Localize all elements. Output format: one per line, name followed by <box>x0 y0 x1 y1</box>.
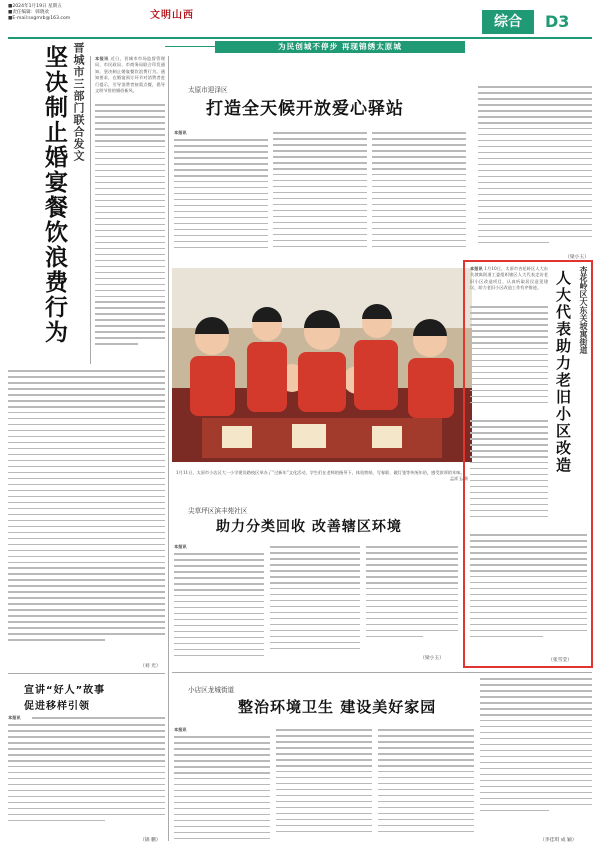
story-divider <box>172 672 592 673</box>
section-tag: 综合 <box>482 10 534 34</box>
story3-kicker: 杏花岭区大东关坡寓街道 <box>579 266 588 354</box>
story2-col2 <box>273 132 367 256</box>
story4-col2 <box>270 546 360 662</box>
story6-body <box>174 727 474 843</box>
story5-lead-label: 本报讯 <box>8 715 21 720</box>
masthead-date: ■2024年1月19日 星期五 <box>8 4 62 9</box>
masthead-email: ■E-mail:sxgmrb@163.com <box>8 16 71 21</box>
story3-text-lines-mid <box>470 420 548 530</box>
photo-credit: 孟祥玉/摄 <box>449 476 468 482</box>
story3-lead: 1月10日，太原市杏花岭区人大东关坡寓街道工委组织辖区人大代表走访老旧小区改造项目，认真听取居民意见建议，助力老旧小区改造工作有序推进。 <box>470 266 548 291</box>
story5-first-line <box>32 717 165 723</box>
masthead-rule <box>8 37 592 39</box>
story5-body <box>8 715 165 843</box>
story6-continued <box>480 678 592 828</box>
masthead <box>0 0 600 32</box>
story2-kicker: 太原市迎泽区 <box>188 86 228 94</box>
masthead-meta <box>8 4 70 22</box>
story2-col3 <box>372 132 466 256</box>
story3-byline: （张雪莹） <box>548 658 572 663</box>
story4-col3 <box>366 546 458 652</box>
story4-lead-label: 本报讯 <box>174 544 187 549</box>
story6-kicker: 小店区龙城街道 <box>188 686 235 694</box>
masthead-editor: ■责任编辑：韩晓欢 <box>8 10 50 15</box>
masthead-brand: 文明山西 <box>150 10 194 21</box>
story5-kicker: 宣讲“好人”故事 <box>24 685 106 696</box>
story1-body <box>95 56 165 368</box>
story6-headline: 整治环境卫生 建设美好家园 <box>238 698 437 716</box>
slogan-banner: 为民创城不停步 再现锦绣太原城 <box>215 41 465 53</box>
story1-text-lines <box>95 104 165 366</box>
column-divider <box>90 56 91 364</box>
story3-text-lines-lower <box>470 534 587 654</box>
story1-text-lines-lower <box>8 370 165 670</box>
story5-headline: 促进移样引领 <box>24 701 90 712</box>
story6-lead-label: 本报讯 <box>174 727 187 732</box>
story4-body <box>174 544 458 662</box>
story6-byline: （李佳琪 成 颖） <box>540 838 577 843</box>
story5-byline: （锦 鹏） <box>140 838 161 843</box>
story4-col1 <box>174 553 264 662</box>
story3-text-lines <box>470 306 548 416</box>
story2-headline: 打造全天候开放爱心驿站 <box>206 99 404 119</box>
story6-col1 <box>174 736 270 843</box>
story6-col2 <box>276 729 372 843</box>
story-divider <box>8 673 165 674</box>
news-photo <box>172 268 472 462</box>
story4-byline: （梁小玉） <box>420 656 444 661</box>
column-divider <box>168 56 169 841</box>
story5-text-lines <box>8 724 165 834</box>
story2-col1 <box>174 139 268 256</box>
story3-headline: 人大代表助力老旧小区改造 <box>554 270 572 474</box>
story6-col3 <box>378 729 474 843</box>
story2-lead-label: 本报讯 <box>174 130 187 135</box>
story3-body <box>470 266 548 416</box>
story1-byline: （刘 光） <box>140 664 161 669</box>
story2-byline: （梁小玉） <box>565 255 589 260</box>
story4-headline: 助力分类回收 改善辖区环境 <box>216 519 402 535</box>
story2-body <box>174 130 466 256</box>
story2-continued <box>478 86 592 256</box>
story1-headline: 坚决制止婚宴餐饮浪费行为 <box>41 45 67 345</box>
story1-lead-label: 本报讯 <box>95 56 109 61</box>
story4-kicker: 尖草坪区滨丰苑社区 <box>188 507 248 515</box>
story1-lead: 近日，晋城市市场监督管理局、市民政局、市商务局联合印发通知，坚决制止婚宴餐饮浪费行为。通知要求，在婚宴预订环节对消费者进行提示，引导消费者按需点餐，倡导文明节俭的婚俗新风。 <box>95 56 165 94</box>
page-number: D3 <box>545 12 570 31</box>
photo-caption-text: 1月11日，太原市小店区大一小学建设路校区举办了“过新年”文化活动，学生们在老师的指导下，体验剪纸、写春联、做灯笼等传统年俗，感受浓厚的年味。 <box>176 470 465 475</box>
story1-subhead: 晋城市三部门联合发文 <box>72 42 85 162</box>
story3-lead-label: 本报讯 <box>470 266 483 271</box>
photo-caption <box>176 470 468 483</box>
